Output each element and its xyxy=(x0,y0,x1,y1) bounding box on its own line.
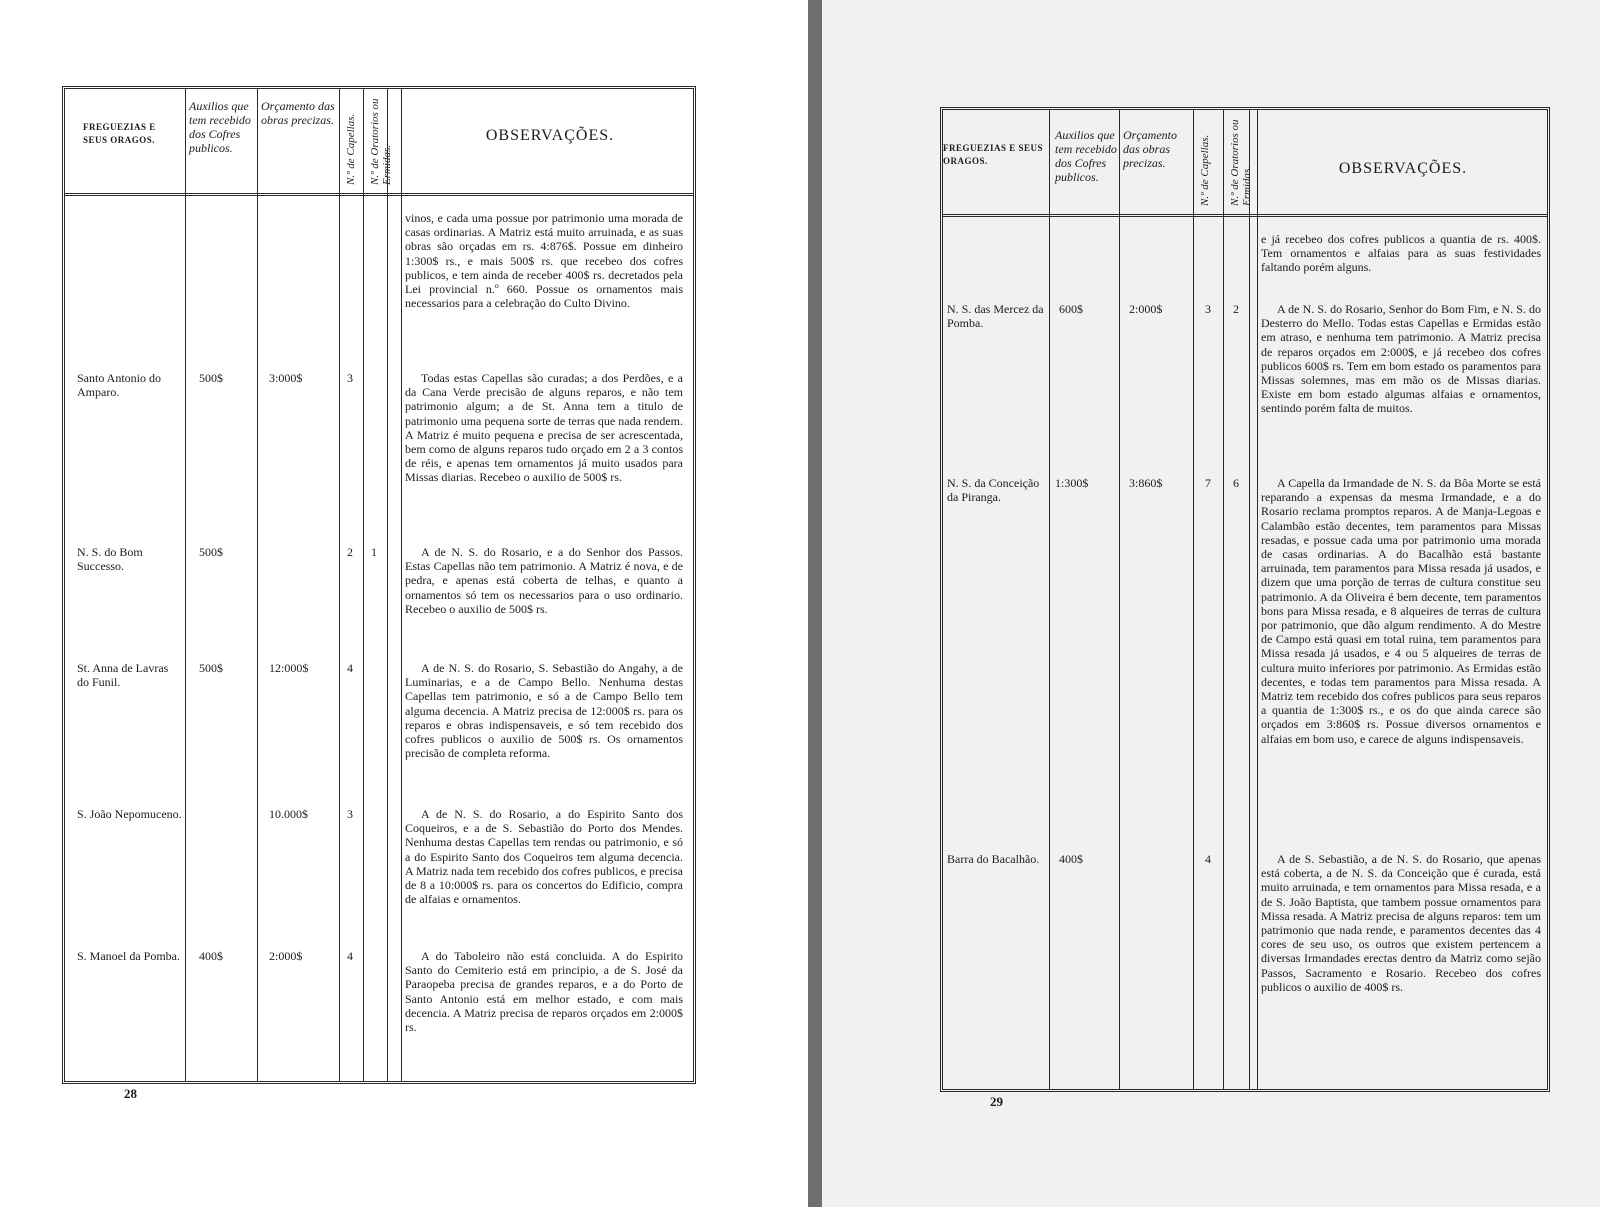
parish-name: S. João Nepomuceno. xyxy=(77,807,182,821)
orcamento-value: 2:000$ xyxy=(1129,302,1163,316)
capellas-count: 3 xyxy=(347,371,353,385)
header-orcamento: Orçamento das obras precizas. xyxy=(261,99,335,127)
capellas-count: 4 xyxy=(1205,852,1211,866)
header-capellas: N.º de Capellas. xyxy=(345,113,357,185)
column-divider xyxy=(339,89,340,1081)
column-divider xyxy=(401,89,402,1081)
capellas-count: 3 xyxy=(347,807,353,821)
orcamento-value: 2:000$ xyxy=(269,949,303,963)
header-oratorios: N.º de Oratorios ou Ermidas. xyxy=(369,98,393,185)
table-header xyxy=(943,110,1547,217)
column-divider xyxy=(1223,110,1224,1089)
observation-text: A de N. S. do Rosario, e a do Senhor dos Passos. Estas Capellas não tem patrimonio. A Matriz é nova, e de pedra, e apenas está coberta de telhas, e quanto a ornamentos só tem os necessarios para o uso ordinario. Recebeo o auxilio de 500$ rs. xyxy=(405,545,683,616)
auxilio-value: 600$ xyxy=(1059,302,1083,316)
column-divider xyxy=(185,89,186,1081)
header-observacoes: OBSERVAÇÕES. xyxy=(485,127,615,144)
column-divider xyxy=(363,89,364,1081)
column-divider xyxy=(387,89,388,1081)
observation-text: A de S. Sebastião, a de N. S. do Rosario, que apenas está coberta, a de N. S. da Conceição que é curada, está muito arruinada, e tem ornamentos para Missa resada, e a de S. João Baptista, que tambem possue ornamentos para Missa resada. A Matriz precisa de alguns reparos: tem um patrimonio que nada rende, e paramentos decentes das 4 cores de seu uso, os outros que existem pertencem a diversas Irmandades erectas dentro da Matriz como sejão Passos, Sacramento e Rosario. Recebeo dos cofres publicos o auxilio de 400$ rs. xyxy=(1261,852,1541,994)
observation-text: A Capella da Irmandade de N. S. da Bôa Morte se está reparando a expensas da mesma Irmandade, e a do Rosario reclama promptos reparos. A de Manja-Legoas e Calambão estão decentes, tem paramentos para Missas resadas, e possue cada uma por patrimonio uma morada de casas ordinarias. A do Bacalhão está bastante arruinada, tem paramentos para Missa resada já usados, e dizem que uma porção de terras de cultura constitue seu patrimonio. A da Oliveira é bem decente, tem paramentos bons para Missa resada, e 8 alqueires de terras de cultura por patrimonio, que dão algum rendimento. A do Mestre de Campo está quasi em total ruina, tem paramentos para Missa resada já usados, e 4 ou 5 alqueires de terras de cultura muito inferiores por patrimonio. As Ermidas estão decentes, e todas tem paramentos para Missa resada. A Matriz tem recebido dos cofres publicos para seus reparos a quantia de 1:300$ rs., e os do que ainda carece são orçados em 3:860$ rs. Possue diversos ornamentos e alfaias em bom uso, e carece de alguns indispensaveis. xyxy=(1261,476,1541,746)
parish-name: N. S. das Mercez da Pomba. xyxy=(947,302,1044,330)
observation-continuation: vinos, e cada uma possue por patrimonio uma morada de casas ordinarias. A Matriz está muito arruinada, e as suas obras são orçadas em rs. 4:876$. Possue em dinheiro 1:300$ rs., e mais 500$ rs. que recebeo dos cofres publicos, e tem ainda de receber 400$ rs. decretados pela Lei provincial n.º 660. Possue os ornamentos mais necessarios para a celebração do Culto Divino. xyxy=(405,211,683,311)
observation-text: A de N. S. do Rosario, a do Espirito Santo dos Coqueiros, e a de S. Sebastião do Porto dos Mendes. Nenhuma destas Capellas tem rendas ou patrimonio, e só a do Espirito Santo dos Coqueiros tem alguma decencia. A Matriz nada tem recebido dos cofres publicos, e precisa de 8 a 10:000$ rs. para os concertos do Edificio, compra de alfaias e ornamentos. xyxy=(405,807,683,907)
oratorios-count: 1 xyxy=(371,545,377,559)
right-page-table xyxy=(940,107,1550,1092)
header-freguezias: FREGUEZIAS E SEUS ORAGOS. xyxy=(83,122,156,145)
parish-name: Barra do Bacalhão. xyxy=(947,852,1040,866)
auxilio-value: 500$ xyxy=(199,545,223,559)
orcamento-value: 12:000$ xyxy=(269,661,309,675)
header-observacoes: OBSERVAÇÕES. xyxy=(1338,160,1468,177)
parish-name: N. S. do Bom Successo. xyxy=(77,545,143,573)
auxilio-value: 400$ xyxy=(199,949,223,963)
column-divider xyxy=(1249,110,1250,1089)
observation-text: A do Taboleiro não está concluida. A do Espirito Santo do Cemiterio está em principio, a de S. José da Paraopeba precisa de grandes reparos, e a do Porto de Santo Antonio está em melhor estado, e com mais decencia. A Matriz precisa de reparos orçados em 2:000$ rs. xyxy=(405,949,683,1035)
orcamento-value: 3:860$ xyxy=(1129,476,1163,490)
parish-name: S. Manoel da Pomba. xyxy=(77,949,180,963)
column-divider xyxy=(257,89,258,1081)
parish-name: St. Anna de Lavras do Funil. xyxy=(77,661,169,689)
header-auxilios: Auxilios que tem recebido dos Cofres publicos. xyxy=(1055,128,1117,184)
auxilio-value: 400$ xyxy=(1059,852,1083,866)
capellas-count: 2 xyxy=(347,545,353,559)
header-capellas: N.º de Capellas. xyxy=(1199,134,1211,206)
page-number: 28 xyxy=(124,1086,137,1101)
auxilio-value: 500$ xyxy=(199,661,223,675)
observation-text: A de N. S. do Rosario, Senhor do Bom Fim, e N. S. do Desterro do Mello. Todas estas Capellas e Ermidas estão em atraso, e nenhuma tem patrimonio. A Matriz precisa de reparos orçados em 2:000$, e já recebeo dos cofres publicos 600$ rs. Tem em bom estado os paramentos para Missas solemnes, mas em mão os de Missas diarias. Existe em bom estado algumas alfaias e ornamentos, sentindo porém falta de muitos. xyxy=(1261,302,1541,416)
orcamento-value: 10.000$ xyxy=(269,807,308,821)
capellas-count: 4 xyxy=(347,949,353,963)
header-orcamento: Orçamento das obras precizas. xyxy=(1123,128,1177,170)
oratorios-count: 2 xyxy=(1233,302,1239,316)
column-divider xyxy=(1257,110,1258,1089)
left-page-table xyxy=(62,86,696,1084)
auxilio-value: 500$ xyxy=(199,371,223,385)
page-number: 29 xyxy=(990,1094,1003,1109)
capellas-count: 3 xyxy=(1205,302,1211,316)
parish-name: Santo Antonio do Amparo. xyxy=(77,371,162,399)
observation-text: Todas estas Capellas são curadas; a dos Perdões, e a da Cana Verde precisão de alguns reparos, e não tem patrimonio algum; a de St. Anna tem a titulo de patrimonio uma pequena sorte de terras que nada rendem. A Matriz é muito pequena e precisa de ser acrescentada, bem como de alguns reparos tudo orçado em 2 a 3 contos de réis, e apenas tem ornamentos já muito usados para Missas diarias. Recebeo o auxilio de 500$ rs. xyxy=(405,371,683,485)
table-header xyxy=(65,89,693,196)
book-gutter xyxy=(808,0,822,1207)
observation-continuation: e já recebeo dos cofres publicos a quantia de rs. 400$. Tem ornamentos e alfaias para as suas festividades faltando porém alguns. xyxy=(1261,232,1541,275)
orcamento-value: 3:000$ xyxy=(269,371,303,385)
observation-text: A de N. S. do Rosario, S. Sebastião do Angahy, a de Luminarias, e a de Campo Bello. Nenhuma destas Capellas tem patrimonio, e só a de Campo Bello tem alguma decencia. A Matriz precisa de 12:000$ rs. para os reparos e obras indispensaveis, e só tem recebido dos cofres publicos o auxilio de 500$ rs. Os ornamentos precisão de completa reforma. xyxy=(405,661,683,761)
column-divider xyxy=(1049,110,1050,1089)
capellas-count: 7 xyxy=(1205,476,1211,490)
parish-name: N. S. da Conceição da Piranga. xyxy=(947,476,1040,504)
header-auxilios: Auxilios que tem recebido dos Cofres publicos. xyxy=(189,99,251,155)
capellas-count: 4 xyxy=(347,661,353,675)
column-divider xyxy=(1193,110,1194,1089)
auxilio-value: 1:300$ xyxy=(1055,476,1089,490)
oratorios-count: 6 xyxy=(1233,476,1239,490)
header-freguezias: FREGUEZIAS E SEUS ORAGOS. xyxy=(943,143,1044,166)
column-divider xyxy=(1119,110,1120,1089)
header-oratorios: N.º de Oratorios ou Ermidas. xyxy=(1229,119,1253,206)
